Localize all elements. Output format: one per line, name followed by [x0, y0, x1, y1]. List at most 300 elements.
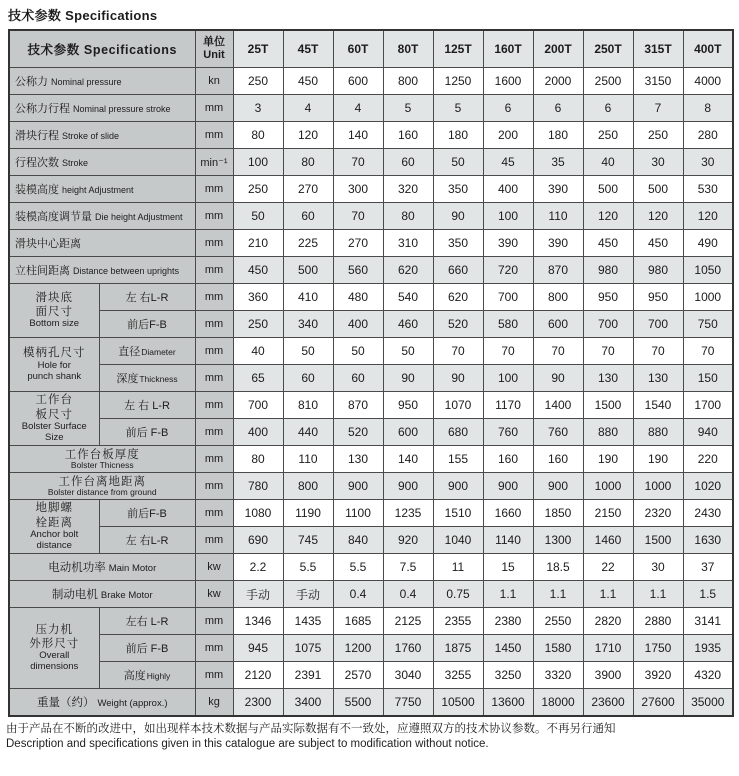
model-column-header: 315T: [633, 30, 683, 68]
value-cell: 400: [483, 176, 533, 203]
value-cell: 1850: [533, 500, 583, 527]
page-title: 技术参数 Specifications: [8, 8, 158, 23]
row-label-cn: 公称力行程: [15, 103, 70, 115]
sub-row-label: [99, 392, 195, 419]
value-cell: 90: [533, 365, 583, 392]
footnote-en: Description and specifications given in this catalogue are subject to modification without notice.: [6, 737, 489, 750]
value-cell: 1660: [483, 500, 533, 527]
value-cell: 70: [683, 338, 733, 365]
unit-cell: mm: [195, 473, 233, 500]
value-cell: 2570: [333, 662, 383, 689]
value-cell: 920: [383, 527, 433, 554]
value-cell: 1140: [483, 527, 533, 554]
table-row: [9, 527, 733, 554]
row-label: [9, 446, 195, 473]
value-cell: 270: [333, 230, 383, 257]
value-cell: 18000: [533, 689, 583, 717]
value-cell: 100: [483, 203, 533, 230]
spec-table-head: [9, 30, 733, 68]
value-cell: 1040: [433, 527, 483, 554]
unit-cell: mm: [195, 392, 233, 419]
value-cell: 2125: [383, 608, 433, 635]
value-cell: 900: [533, 473, 583, 500]
table-row: [9, 608, 733, 635]
value-cell: 120: [583, 203, 633, 230]
unit-cell: min⁻¹: [195, 149, 233, 176]
value-cell: 780: [233, 473, 283, 500]
value-cell: 5500: [333, 689, 383, 717]
value-cell: 13600: [483, 689, 533, 717]
unit-header-line1: 单位: [203, 36, 225, 49]
value-cell: 400: [333, 311, 383, 338]
value-cell: 120: [283, 122, 333, 149]
value-cell: 90: [433, 365, 483, 392]
value-cell: 440: [283, 419, 333, 446]
value-cell: 1500: [583, 392, 633, 419]
table-row: [9, 257, 733, 284]
table-row: [9, 419, 733, 446]
table-row: [9, 122, 733, 149]
unit-cell: mm: [195, 635, 233, 662]
row-label: [9, 68, 195, 95]
row-label-en: Bolster distance from ground: [47, 486, 157, 497]
value-cell: 6: [483, 95, 533, 122]
value-cell: 160: [483, 446, 533, 473]
value-cell: 110: [283, 446, 333, 473]
value-cell: 30: [683, 149, 733, 176]
model-column-header: 45T: [283, 30, 333, 68]
value-cell: 3141: [683, 608, 733, 635]
value-cell: 500: [583, 176, 633, 203]
value-cell: 1.5: [683, 581, 733, 608]
row-label-en: Main Motor: [108, 563, 157, 574]
value-cell: 840: [333, 527, 383, 554]
value-cell: 50: [333, 338, 383, 365]
row-label: [9, 581, 195, 608]
value-cell: 620: [433, 284, 483, 311]
value-cell: 190: [633, 446, 683, 473]
group-label-cn: 外形尺寸: [29, 638, 80, 651]
unit-cell: mm: [195, 284, 233, 311]
value-cell: 800: [533, 284, 583, 311]
table-row: [9, 365, 733, 392]
value-cell: 1710: [583, 635, 633, 662]
value-cell: 2320: [633, 500, 683, 527]
value-cell: 160: [383, 122, 433, 149]
sub-row-label-cn: 左 右L-R: [125, 535, 169, 547]
value-cell: 180: [433, 122, 483, 149]
value-cell: 80: [383, 203, 433, 230]
value-cell: 1400: [533, 392, 583, 419]
value-cell: 2150: [583, 500, 633, 527]
value-cell: 940: [683, 419, 733, 446]
value-cell: 50: [283, 338, 333, 365]
value-cell: 800: [283, 473, 333, 500]
unit-cell: mm: [195, 446, 233, 473]
sub-row-label: [99, 635, 195, 662]
value-cell: 5: [433, 95, 483, 122]
value-cell: 80: [283, 149, 333, 176]
sub-row-label-cn: 左 右 L-R: [124, 400, 170, 412]
value-cell: 225: [283, 230, 333, 257]
value-cell: 310: [383, 230, 433, 257]
value-cell: 250: [583, 122, 633, 149]
value-cell: 7750: [383, 689, 433, 717]
value-cell: 950: [383, 392, 433, 419]
value-cell: 1600: [483, 68, 533, 95]
value-cell: 6: [533, 95, 583, 122]
value-cell: 60: [333, 365, 383, 392]
value-cell: 760: [483, 419, 533, 446]
value-cell: 45: [483, 149, 533, 176]
value-cell: 3920: [633, 662, 683, 689]
row-label-cn: 工作台离地距离: [58, 475, 146, 488]
value-cell: 3320: [533, 662, 583, 689]
unit-cell: mm: [195, 203, 233, 230]
table-row: [9, 176, 733, 203]
value-cell: 660: [433, 257, 483, 284]
row-label-en: Weight (approx.): [97, 698, 168, 709]
row-label-en: Distance between uprights: [73, 266, 180, 276]
value-cell: 1250: [433, 68, 483, 95]
value-cell: 15: [483, 554, 533, 581]
model-column-header: 160T: [483, 30, 533, 68]
value-cell: 1235: [383, 500, 433, 527]
unit-cell: mm: [195, 122, 233, 149]
value-cell: 2355: [433, 608, 483, 635]
value-cell: 900: [383, 473, 433, 500]
value-cell: 100: [233, 149, 283, 176]
value-cell: 1630: [683, 527, 733, 554]
row-label-en: Stroke: [62, 158, 89, 168]
value-cell: 60: [383, 149, 433, 176]
value-cell: 530: [683, 176, 733, 203]
group-label-en: Overall: [39, 650, 70, 662]
unit-cell: mm: [195, 311, 233, 338]
value-cell: 8: [683, 95, 733, 122]
value-cell: 2380: [483, 608, 533, 635]
row-label-cn: 重量（约）: [36, 697, 95, 709]
unit-cell: mm: [195, 419, 233, 446]
unit-cell: kg: [195, 689, 233, 717]
value-cell: 700: [233, 392, 283, 419]
value-cell: 180: [533, 122, 583, 149]
value-cell: 190: [583, 446, 633, 473]
value-cell: 250: [233, 68, 283, 95]
value-cell: 1685: [333, 608, 383, 635]
sub-row-label-cn: 左右 L-R: [125, 616, 169, 628]
row-label-en: height Adjustment: [62, 185, 134, 195]
group-label-en: punch shank: [27, 370, 82, 382]
value-cell: 700: [583, 311, 633, 338]
value-cell: 200: [483, 122, 533, 149]
group-label-cn: 压力机: [35, 623, 73, 636]
value-cell: 4000: [683, 68, 733, 95]
value-cell: 950: [633, 284, 683, 311]
value-cell: 980: [633, 257, 683, 284]
value-cell: 1346: [233, 608, 283, 635]
value-cell: 1200: [333, 635, 383, 662]
value-cell: 1075: [283, 635, 333, 662]
row-label: [9, 257, 195, 284]
group-label-cn: 板尺寸: [35, 408, 73, 421]
value-cell: 450: [583, 230, 633, 257]
value-cell: 7: [633, 95, 683, 122]
value-cell: 980: [583, 257, 633, 284]
value-cell: 540: [383, 284, 433, 311]
row-label-cn: 工作台板厚度: [64, 448, 140, 461]
sub-row-label-cn: 直径: [118, 346, 141, 358]
value-cell: 3250: [483, 662, 533, 689]
table-row: [9, 554, 733, 581]
value-cell: 950: [583, 284, 633, 311]
value-cell: 1300: [533, 527, 583, 554]
value-cell: 11: [433, 554, 483, 581]
sub-row-label: [99, 419, 195, 446]
value-cell: 2550: [533, 608, 583, 635]
value-cell: 80: [233, 122, 283, 149]
value-cell: 130: [583, 365, 633, 392]
value-cell: 400: [233, 419, 283, 446]
group-label: [9, 500, 99, 554]
value-cell: 620: [383, 257, 433, 284]
table-row: [9, 203, 733, 230]
group-label-en: distance: [36, 539, 72, 551]
sub-row-label-cn: 前后F-B: [127, 319, 167, 331]
value-cell: 0.4: [333, 581, 383, 608]
table-row: [9, 284, 733, 311]
value-cell: 1190: [283, 500, 333, 527]
value-cell: 250: [633, 122, 683, 149]
row-label-en: Nominal pressure: [51, 77, 122, 87]
value-cell: 1935: [683, 635, 733, 662]
value-cell: 2880: [633, 608, 683, 635]
value-cell: 35000: [683, 689, 733, 717]
unit-column-header: [195, 30, 233, 68]
value-cell: 0.4: [383, 581, 433, 608]
value-cell: 3400: [283, 689, 333, 717]
row-label-cn: 行程次数: [15, 157, 59, 169]
footnote: [6, 722, 739, 751]
value-cell: 2120: [233, 662, 283, 689]
sub-row-label: [99, 284, 195, 311]
sub-row-label: [99, 527, 195, 554]
unit-cell: kw: [195, 554, 233, 581]
value-cell: 1.1: [633, 581, 683, 608]
value-cell: 300: [333, 176, 383, 203]
value-cell: 35: [533, 149, 583, 176]
unit-cell: mm: [195, 662, 233, 689]
value-cell: 70: [333, 149, 383, 176]
table-row: [9, 149, 733, 176]
header-row: [9, 30, 733, 68]
value-cell: 250: [233, 311, 283, 338]
group-label-en: dimensions: [30, 661, 79, 673]
value-cell: 2.2: [233, 554, 283, 581]
value-cell: 690: [233, 527, 283, 554]
value-cell: 60: [283, 365, 333, 392]
row-label: [9, 689, 195, 717]
value-cell: 1070: [433, 392, 483, 419]
value-cell: 500: [283, 257, 333, 284]
value-cell: 70: [633, 338, 683, 365]
value-cell: 1450: [483, 635, 533, 662]
table-row: [9, 500, 733, 527]
value-cell: 90: [433, 203, 483, 230]
value-cell: 160: [533, 446, 583, 473]
sub-row-label-cn: 前后 F-B: [125, 427, 169, 439]
row-label: [9, 203, 195, 230]
value-cell: 1700: [683, 392, 733, 419]
value-cell: 150: [683, 365, 733, 392]
group-label-cn: 地脚螺: [35, 502, 73, 515]
value-cell: 3: [233, 95, 283, 122]
value-cell: 700: [483, 284, 533, 311]
value-cell: 490: [683, 230, 733, 257]
value-cell: 50: [233, 203, 283, 230]
value-cell: 390: [533, 176, 583, 203]
table-row: [9, 392, 733, 419]
value-cell: 30: [633, 149, 683, 176]
value-cell: 4320: [683, 662, 733, 689]
value-cell: 3900: [583, 662, 633, 689]
group-label-cn: 模柄孔尺寸: [23, 347, 86, 360]
value-cell: 600: [533, 311, 583, 338]
value-cell: 360: [233, 284, 283, 311]
value-cell: 155: [433, 446, 483, 473]
value-cell: 70: [483, 338, 533, 365]
spec-table-body: [9, 68, 733, 717]
value-cell: 250: [233, 176, 283, 203]
table-row: [9, 473, 733, 500]
value-cell: 880: [583, 419, 633, 446]
value-cell: 1760: [383, 635, 433, 662]
unit-cell: mm: [195, 365, 233, 392]
sub-row-label: [99, 365, 195, 392]
model-column-header: 60T: [333, 30, 383, 68]
sub-row-label: [99, 311, 195, 338]
group-label: [9, 338, 99, 392]
unit-cell: kn: [195, 68, 233, 95]
value-cell: 350: [433, 230, 483, 257]
value-cell: 40: [233, 338, 283, 365]
value-cell: 1510: [433, 500, 483, 527]
group-label: [9, 284, 99, 338]
value-cell: 390: [533, 230, 583, 257]
value-cell: 1170: [483, 392, 533, 419]
value-cell: 1.1: [483, 581, 533, 608]
unit-cell: mm: [195, 338, 233, 365]
sub-row-label-cn: 前后F-B: [127, 508, 167, 520]
row-label-cn: 公称力: [15, 76, 48, 88]
value-cell: 5.5: [333, 554, 383, 581]
value-cell: 10500: [433, 689, 483, 717]
value-cell: 450: [283, 68, 333, 95]
table-row: [9, 446, 733, 473]
spec-table: [8, 29, 734, 717]
value-cell: 0.75: [433, 581, 483, 608]
value-cell: 320: [383, 176, 433, 203]
value-cell: 2430: [683, 500, 733, 527]
sub-row-label-cn: 高度: [123, 670, 146, 682]
value-cell: 65: [233, 365, 283, 392]
table-row: [9, 230, 733, 257]
value-cell: 580: [483, 311, 533, 338]
group-label-cn: 工作台: [35, 394, 73, 407]
value-cell: 1020: [683, 473, 733, 500]
value-cell: 1875: [433, 635, 483, 662]
value-cell: 1.1: [583, 581, 633, 608]
value-cell: 1000: [683, 284, 733, 311]
sub-row-label: [99, 662, 195, 689]
value-cell: 870: [333, 392, 383, 419]
value-cell: 720: [483, 257, 533, 284]
unit-cell: mm: [195, 230, 233, 257]
group-label-en: Bolster Surface Size: [21, 420, 87, 443]
row-label-cn: 装模高度调节量: [15, 211, 92, 223]
value-cell: 80: [233, 446, 283, 473]
row-label-cn: 立柱间距离: [15, 265, 70, 277]
value-cell: 130: [333, 446, 383, 473]
model-column-header: 80T: [383, 30, 433, 68]
sub-row-label-cn: 深度: [116, 373, 139, 385]
model-column-header: 250T: [583, 30, 633, 68]
unit-cell: mm: [195, 527, 233, 554]
value-cell: 750: [683, 311, 733, 338]
unit-cell: kw: [195, 581, 233, 608]
value-cell: 450: [233, 257, 283, 284]
value-cell: 1100: [333, 500, 383, 527]
value-cell: 6: [583, 95, 633, 122]
value-cell: 270: [283, 176, 333, 203]
value-cell: 140: [333, 122, 383, 149]
table-row: [9, 635, 733, 662]
group-label-en: Hole for: [37, 359, 71, 371]
model-column-header: 400T: [683, 30, 733, 68]
value-cell: 1435: [283, 608, 333, 635]
value-cell: 1750: [633, 635, 683, 662]
table-row: [9, 68, 733, 95]
model-column-header: 25T: [233, 30, 283, 68]
row-label-cn: 装模高度: [15, 184, 59, 196]
value-cell: 3255: [433, 662, 483, 689]
row-label-cn: 电动机功率: [48, 562, 106, 574]
value-cell: 5: [383, 95, 433, 122]
value-cell: 600: [383, 419, 433, 446]
value-cell: 4: [283, 95, 333, 122]
value-cell: 870: [533, 257, 583, 284]
row-label-en: Brake Motor: [100, 590, 153, 601]
value-cell: 40: [583, 149, 633, 176]
value-cell: 70: [333, 203, 383, 230]
row-label-cn: 制动电机: [51, 589, 98, 601]
value-cell: 2500: [583, 68, 633, 95]
value-cell: 1.1: [533, 581, 583, 608]
value-cell: 手动: [283, 581, 333, 608]
value-cell: 280: [683, 122, 733, 149]
value-cell: 880: [633, 419, 683, 446]
value-cell: 4: [333, 95, 383, 122]
value-cell: 3040: [383, 662, 433, 689]
model-column-header: 200T: [533, 30, 583, 68]
row-label-en: Stroke of slide: [62, 131, 120, 141]
value-cell: 800: [383, 68, 433, 95]
value-cell: 760: [533, 419, 583, 446]
value-cell: 7.5: [383, 554, 433, 581]
value-cell: 110: [533, 203, 583, 230]
value-cell: 1460: [583, 527, 633, 554]
value-cell: 680: [433, 419, 483, 446]
